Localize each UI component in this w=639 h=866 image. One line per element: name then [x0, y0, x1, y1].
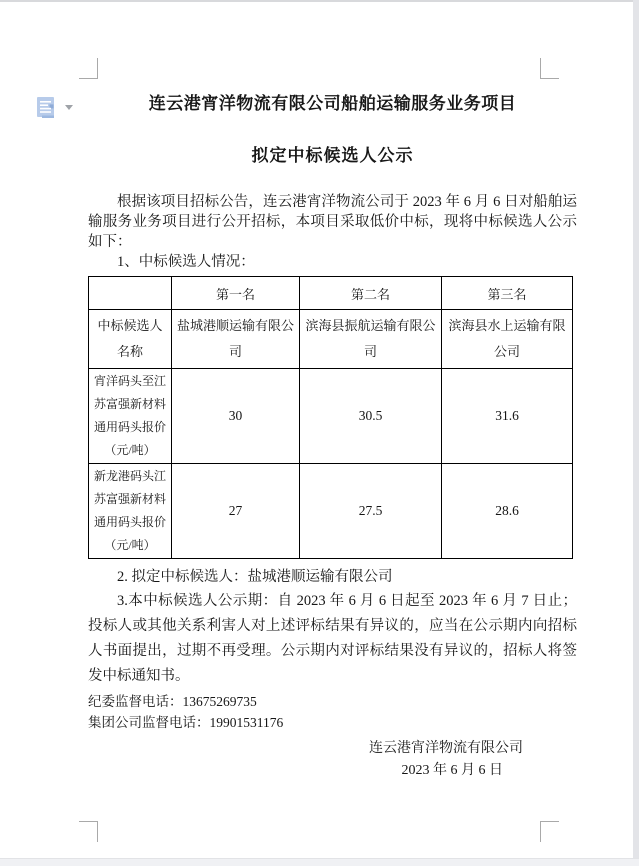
page-right-edge: [633, 0, 639, 866]
section-2-text: 2. 拟定中标候选人：盐城港顺运输有限公司: [117, 569, 393, 585]
table-header-empty: [89, 277, 172, 310]
text-boundary-mark-bottom-right: [540, 821, 559, 842]
price2-candidate1: 27: [172, 464, 300, 559]
signature-company: 连云港宵洋物流有限公司: [369, 741, 523, 756]
table-header-rank2: 第二名: [300, 277, 442, 310]
table-row-price-xiaoyang: [89, 369, 573, 464]
page-bottom-edge: [0, 858, 639, 866]
intro-paragraph: 根据该项目招标公告，连云港宵洋物流公司于 2023 年 6 月 6 日对船舶运输服务业务项目进行公开招标，本项目采取低价中标，现将中标候选人公示如下：: [88, 194, 577, 250]
price2-candidate3: 28.6: [442, 464, 573, 559]
row-label-xiaoyang-price: 宵洋码头至江 苏富强新材料 通用码头报价 （元/吨）: [89, 369, 172, 464]
row-label-xinlonggang-price: 新龙港码头江 苏富强新材料 通用码头报价 （元/吨）: [89, 464, 172, 559]
document-options-button[interactable]: [36, 96, 76, 122]
table-header-rank3: 第三名: [442, 277, 573, 310]
bid-candidates-table: [88, 276, 573, 559]
group-supervision-phone: 集团公司监督电话：19901531176: [88, 715, 284, 730]
chevron-down-icon[interactable]: [65, 105, 73, 110]
table-row-price-xinlonggang: [89, 464, 573, 559]
price1-candidate1: 30: [172, 369, 300, 464]
document-page: [88, 0, 577, 782]
text-boundary-mark-bottom-left: [79, 821, 98, 842]
candidate-3-name: 滨海县水上运输有限公司: [442, 310, 573, 369]
price1-candidate2: 30.5: [300, 369, 442, 464]
price1-candidate3: 31.6: [442, 369, 573, 464]
candidate-2-name: 滨海县振航运输有限公司: [300, 310, 442, 369]
document-icon: [36, 107, 57, 124]
section-3-text: 3.本中标候选人公示期：自 2023 年 6 月 6 日起至 2023 年 6 月 7 日止；投标人或其他关系利害人对上述评标结果有异议的，应当在公示期内向招标人书面提出，过期不再受理。公示期内对评标结果没有异议的，招标人将签发中标通知书。: [88, 593, 577, 684]
table-header-rank1: 第一名: [172, 277, 300, 310]
section-1-heading: 1、中标候选人情况：: [117, 254, 255, 270]
candidate-1-name: 盐城港顺运输有限公司: [172, 310, 300, 369]
signature-date: 2023 年 6 月 6 日: [401, 763, 503, 778]
table-row-candidate-names: [89, 310, 573, 369]
table-header-row: [89, 277, 573, 310]
price2-candidate2: 27.5: [300, 464, 442, 559]
document-subtitle: 拟定中标候选人公示: [251, 146, 414, 165]
discipline-supervision-phone: 纪委监督电话：13675269735: [88, 694, 257, 709]
document-title: 连云港宵洋物流有限公司船舶运输服务业务项目: [148, 94, 517, 113]
row-label-candidate-name: 中标候选人 名称: [89, 310, 172, 369]
